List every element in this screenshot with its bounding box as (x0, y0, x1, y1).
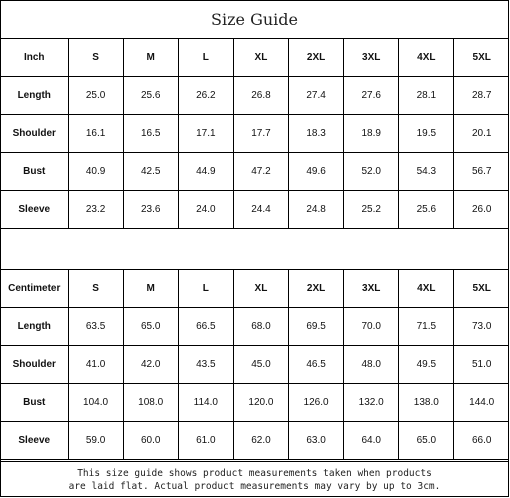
size-header: S (68, 39, 123, 77)
measurement-label: Sleeve (1, 422, 68, 460)
measurement-value: 144.0 (454, 384, 509, 422)
measurement-value: 17.1 (178, 115, 233, 153)
measurement-value: 59.0 (68, 422, 123, 460)
size-header: 5XL (454, 39, 509, 77)
table-row (1, 191, 509, 229)
measurement-value: 51.0 (454, 346, 509, 384)
size-header: XL (233, 39, 288, 77)
measurement-value: 24.0 (178, 191, 233, 229)
size-header: M (123, 39, 178, 77)
size-header: 4XL (399, 39, 454, 77)
measurement-value: 108.0 (123, 384, 178, 422)
inch-size-table (1, 39, 509, 229)
size-header: 3XL (344, 39, 399, 77)
measurement-value: 120.0 (233, 384, 288, 422)
measurement-value: 19.5 (399, 115, 454, 153)
measurement-value: 70.0 (344, 308, 399, 346)
size-header: M (123, 270, 178, 308)
unit-label: Centimeter (1, 270, 68, 308)
measurement-value: 49.6 (289, 153, 344, 191)
measurement-label: Length (1, 308, 68, 346)
measurement-label: Shoulder (1, 115, 68, 153)
measurement-value: 45.0 (233, 346, 288, 384)
note-line-2: are laid flat. Actual product measurements may vary by up to 3cm. (68, 481, 441, 492)
measurement-value: 40.9 (68, 153, 123, 191)
centimeter-size-table (1, 269, 509, 460)
note-line-1: This size guide shows product measurements taken when products (77, 468, 432, 479)
measurement-value: 26.2 (178, 77, 233, 115)
measurement-value: 49.5 (399, 346, 454, 384)
measurement-label: Bust (1, 153, 68, 191)
measurement-value: 73.0 (454, 308, 509, 346)
size-header: 2XL (289, 270, 344, 308)
measurement-value: 46.5 (289, 346, 344, 384)
measurement-value: 132.0 (344, 384, 399, 422)
measurement-value: 41.0 (68, 346, 123, 384)
measurement-value: 61.0 (178, 422, 233, 460)
measurement-value: 71.5 (399, 308, 454, 346)
measurement-value: 23.6 (123, 191, 178, 229)
measurement-value: 24.4 (233, 191, 288, 229)
measurement-value: 64.0 (344, 422, 399, 460)
measurement-label: Length (1, 77, 68, 115)
measurement-value: 69.5 (289, 308, 344, 346)
measurement-value: 42.0 (123, 346, 178, 384)
measurement-value: 25.6 (399, 191, 454, 229)
measurement-value: 16.1 (68, 115, 123, 153)
measurement-value: 25.2 (344, 191, 399, 229)
measurement-value: 52.0 (344, 153, 399, 191)
measurement-value: 27.6 (344, 77, 399, 115)
table-row (1, 115, 509, 153)
measurement-label: Shoulder (1, 346, 68, 384)
measurement-value: 114.0 (178, 384, 233, 422)
size-header: 2XL (289, 39, 344, 77)
table-row (1, 422, 509, 460)
measurement-value: 17.7 (233, 115, 288, 153)
measurement-value: 25.0 (68, 77, 123, 115)
header-row (1, 39, 509, 77)
size-header: 5XL (454, 270, 509, 308)
size-header: 4XL (399, 270, 454, 308)
measurement-value: 24.8 (289, 191, 344, 229)
measurement-value: 43.5 (178, 346, 233, 384)
measurement-value: 27.4 (289, 77, 344, 115)
measurement-value: 66.5 (178, 308, 233, 346)
measurement-value: 60.0 (123, 422, 178, 460)
measurement-value: 18.9 (344, 115, 399, 153)
measurement-value: 42.5 (123, 153, 178, 191)
measurement-value: 20.1 (454, 115, 509, 153)
table-spacer (1, 231, 508, 269)
measurement-value: 65.0 (123, 308, 178, 346)
header-row (1, 270, 509, 308)
table-row (1, 77, 509, 115)
measurement-value: 138.0 (399, 384, 454, 422)
measurement-value: 25.6 (123, 77, 178, 115)
size-header: L (178, 270, 233, 308)
measurement-value: 63.0 (289, 422, 344, 460)
measurement-value: 104.0 (68, 384, 123, 422)
table-row (1, 384, 509, 422)
inch-table-body (1, 39, 509, 229)
size-header: XL (233, 270, 288, 308)
measurement-value: 47.2 (233, 153, 288, 191)
measurement-value: 48.0 (344, 346, 399, 384)
size-header: S (68, 270, 123, 308)
table-row (1, 308, 509, 346)
size-header: L (178, 39, 233, 77)
size-guide-note (1, 461, 508, 498)
measurement-label: Sleeve (1, 191, 68, 229)
measurement-value: 65.0 (399, 422, 454, 460)
measurement-value: 26.0 (454, 191, 509, 229)
measurement-value: 126.0 (289, 384, 344, 422)
cm-table-body (1, 270, 509, 460)
measurement-value: 23.2 (68, 191, 123, 229)
size-guide-title: Size Guide (1, 1, 508, 39)
measurement-value: 63.5 (68, 308, 123, 346)
measurement-value: 68.0 (233, 308, 288, 346)
measurement-value: 54.3 (399, 153, 454, 191)
table-row (1, 153, 509, 191)
measurement-value: 16.5 (123, 115, 178, 153)
size-header: 3XL (344, 270, 399, 308)
measurement-value: 56.7 (454, 153, 509, 191)
measurement-value: 28.1 (399, 77, 454, 115)
table-row (1, 346, 509, 384)
measurement-value: 18.3 (289, 115, 344, 153)
measurement-value: 66.0 (454, 422, 509, 460)
measurement-value: 26.8 (233, 77, 288, 115)
measurement-value: 62.0 (233, 422, 288, 460)
measurement-label: Bust (1, 384, 68, 422)
measurement-value: 44.9 (178, 153, 233, 191)
unit-label: Inch (1, 39, 68, 77)
measurement-value: 28.7 (454, 77, 509, 115)
